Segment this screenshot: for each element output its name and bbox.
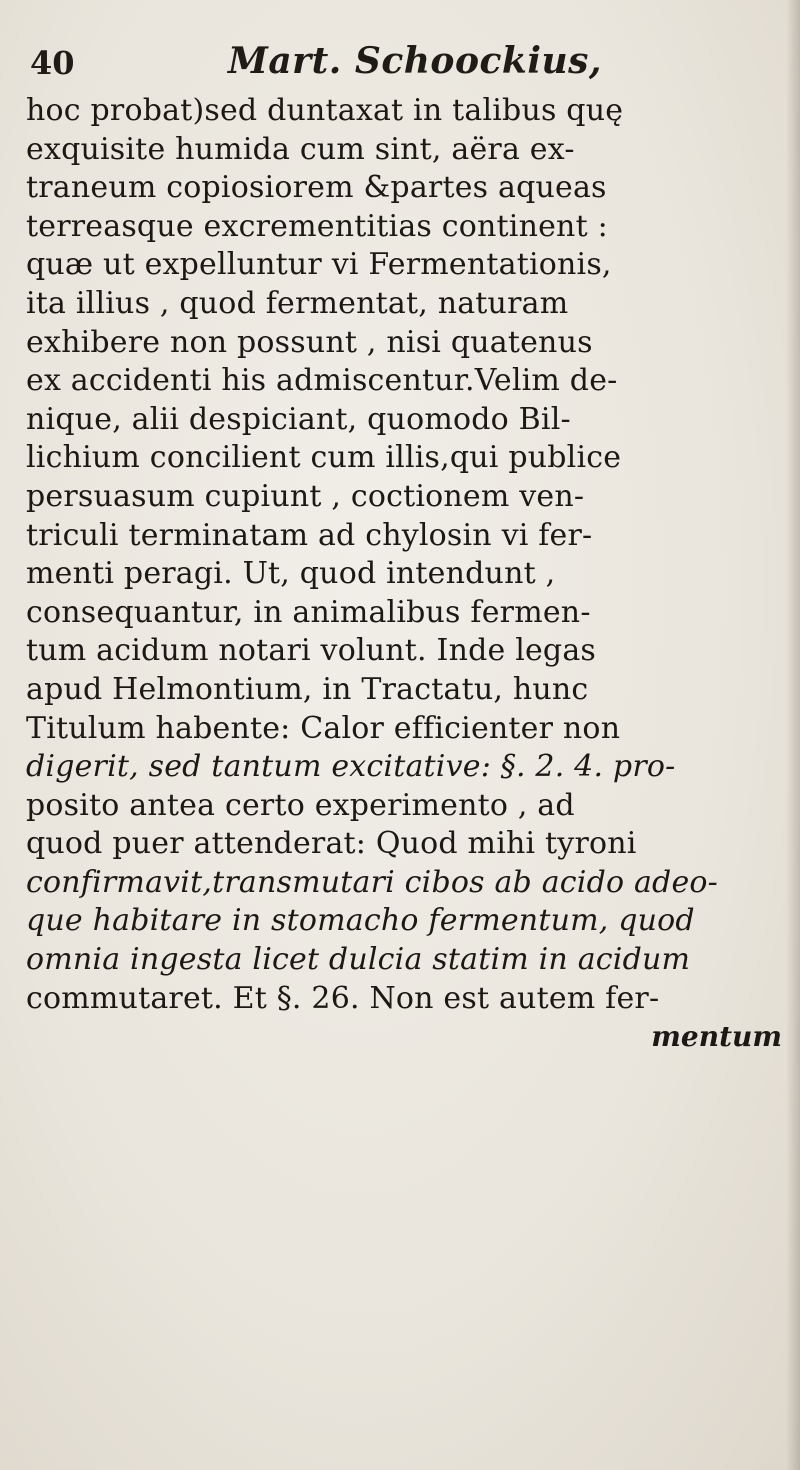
- text-line-13: menti peragi. Ut, quod intendunt ,: [26, 556, 556, 592]
- page-header: [30, 36, 770, 96]
- text-line-17: Titulum habente: Calor efficienter non: [26, 710, 621, 746]
- body-text: [26, 92, 786, 1018]
- text-line-19: posito antea certo experimento , ad: [26, 787, 575, 823]
- text-line-15: tum acidum notari volunt. Inde legas: [26, 633, 597, 669]
- text-line-5: quæ ut expelluntur vi Fermentationis,: [26, 247, 612, 283]
- text-line-21: confirmavit,transmutari cibos ab acido adeo-: [26, 864, 719, 900]
- text-line-12: triculi terminatam ad chylosin vi fer-: [26, 517, 593, 553]
- text-line-22: que habitare in stomacho fermentum, quod: [26, 903, 695, 939]
- running-title: Mart. Schoockius,: [228, 40, 602, 82]
- catchword: mentum: [651, 1020, 782, 1053]
- text-line-10: lichium concilient cum illis,qui publice: [26, 440, 622, 476]
- page-number: 40: [30, 44, 75, 82]
- text-line-8: ex accidenti his admiscentur.Velim de-: [26, 363, 618, 399]
- text-line-24: commutaret. Et §. 26. Non est autem fer-: [26, 980, 660, 1016]
- text-line-20: quod puer attenderat: Quod mihi tyroni: [26, 826, 637, 862]
- text-line-4: terreasque excrementitias continent :: [26, 208, 608, 244]
- text-line-16: apud Helmontium, in Tractatu, hunc: [26, 671, 589, 707]
- text-line-23: omnia ingesta licet dulcia statim in acidum: [26, 942, 691, 978]
- text-line-1: hoc probat)sed duntaxat in talibus quę: [26, 93, 624, 128]
- text-line-18: digerit, sed tantum excitative: §. 2. 4. pro-: [26, 749, 676, 785]
- text-line-6: ita illius , quod fermentat, naturam: [26, 285, 569, 321]
- text-line-2: exquisite humida cum sint, aëra ex-: [26, 131, 575, 167]
- text-line-9: nique, alii despiciant, quomodo Bil-: [26, 401, 571, 437]
- text-line-7: exhibere non possunt , nisi quatenus: [26, 324, 593, 360]
- text-line-11: persuasum cupiunt , coctionem ven-: [26, 478, 585, 514]
- text-line-3: traneum copiosiorem &partes aqueas: [26, 170, 607, 206]
- text-line-14: consequantur, in animalibus fermen-: [26, 594, 591, 630]
